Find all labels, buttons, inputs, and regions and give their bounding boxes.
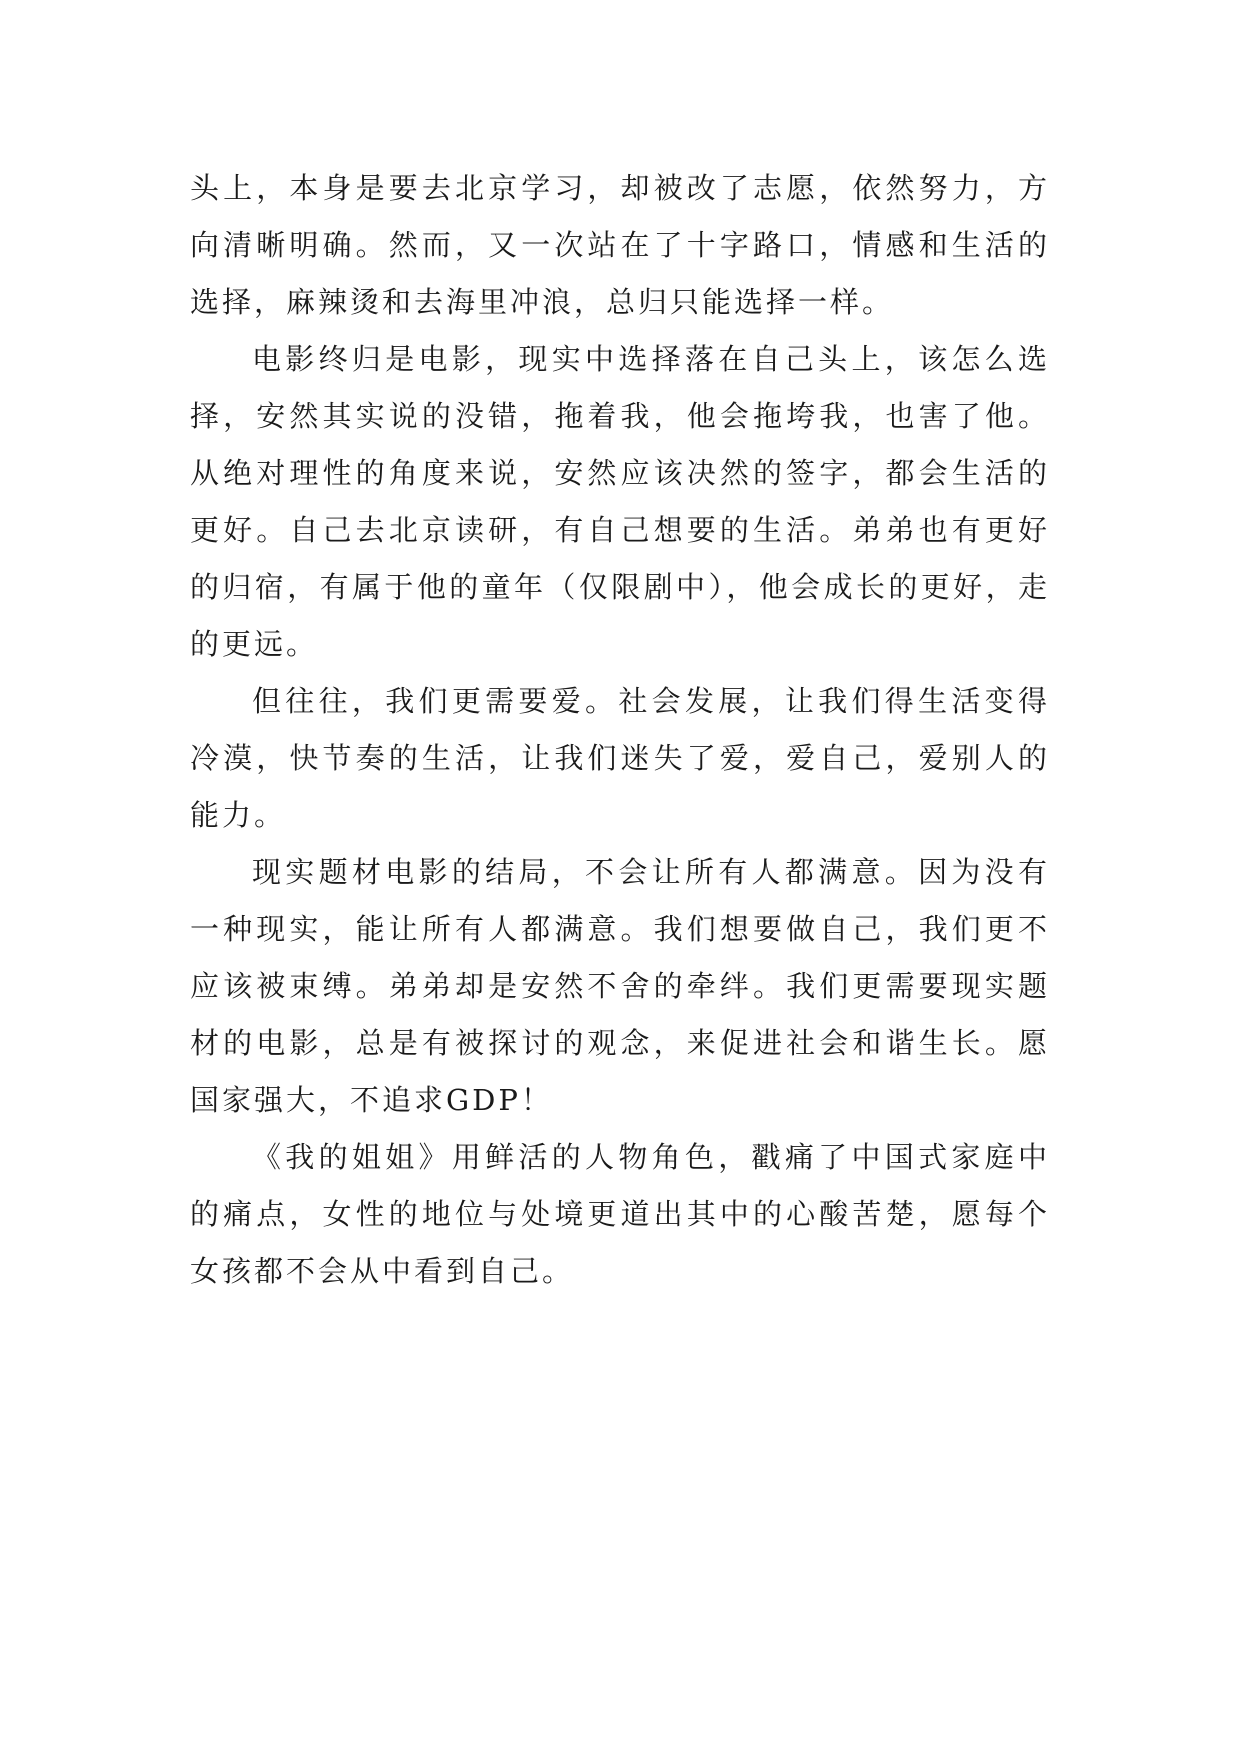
paragraph: 《我的姐姐》用鲜活的人物角色，戳痛了中国式家庭中的痛点，女性的地位与处境更道出其中的心酸苦楚，愿每个女孩都不会从中看到自己。: [190, 1140, 1050, 1288]
document-body: [190, 160, 1050, 1300]
paragraph-continuation: 头上，本身是要去北京学习，却被改了志愿，依然努力，方向清晰明确。然而，又一次站在了十字路口，情感和生活的选择，麻辣烫和去海里冲浪，总归只能选择一样。: [190, 171, 1050, 319]
paragraph: 电影终归是电影，现实中选择落在自己头上，该怎么选择，安然其实说的没错，拖着我，他会拖垮我，也害了他。从绝对理性的角度来说，安然应该决然的签字，都会生活的更好。自己去北京读研，有自己想要的生活。弟弟也有更好的归宿，有属于他的童年（仅限剧中），他会成长的更好，走的更远。: [190, 342, 1050, 661]
paragraph: 现实题材电影的结局，不会让所有人都满意。因为没有一种现实，能让所有人都满意。我们想要做自己，我们更不应该被束缚。弟弟却是安然不舍的牵绊。我们更需要现实题材的电影，总是有被探讨的观念，来促进社会和谐生长。愿国家强大，不追求GDP！: [190, 855, 1050, 1117]
paragraph: 但往往，我们更需要爱。社会发展，让我们得生活变得冷漠，快节奏的生活，让我们迷失了爱，爱自己，爱别人的能力。: [190, 684, 1050, 832]
